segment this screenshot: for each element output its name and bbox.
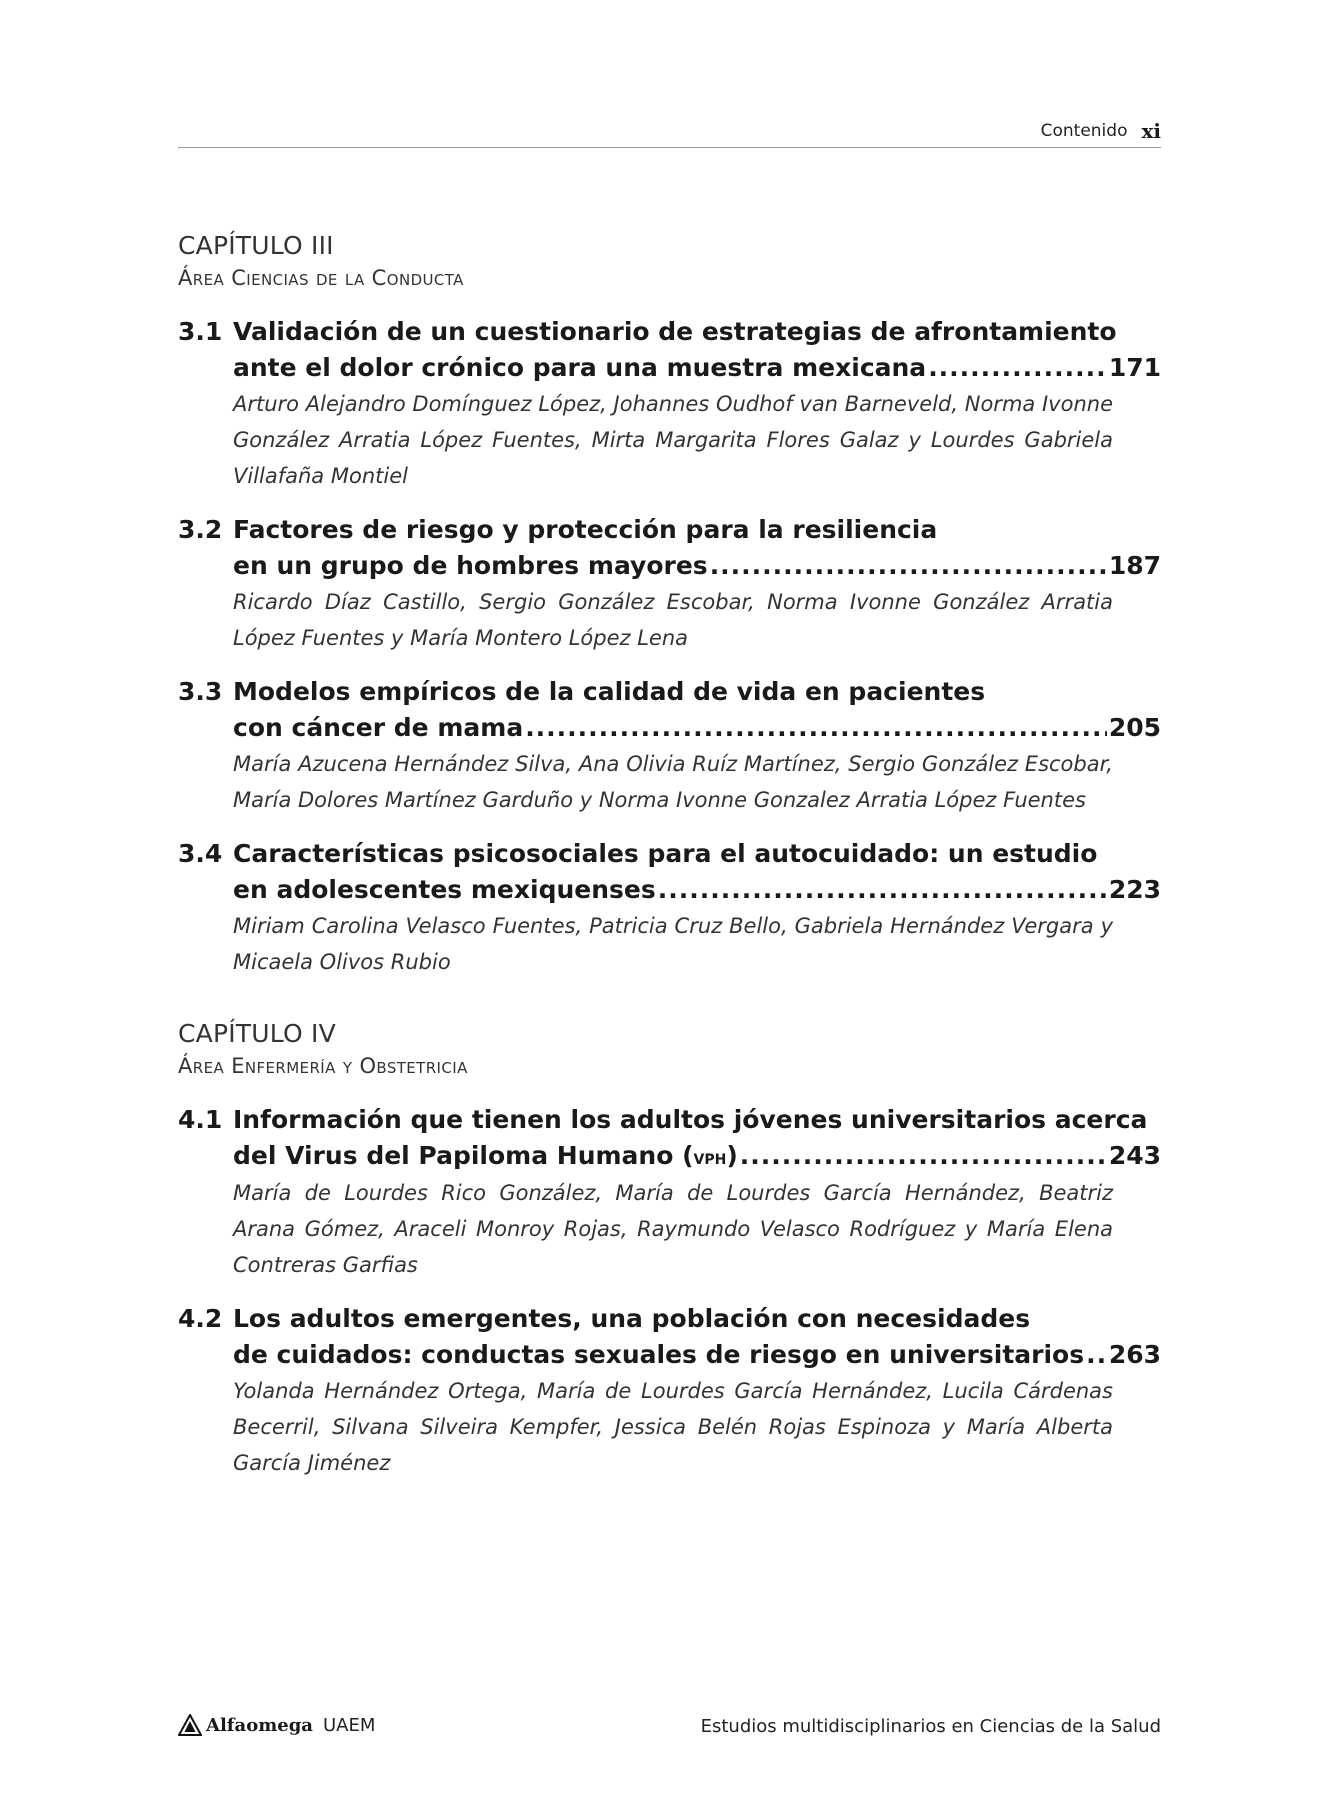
chapter xyxy=(178,1018,1161,1481)
entry-title-text xyxy=(233,872,656,908)
dot-leader xyxy=(525,710,1107,746)
chapter xyxy=(178,230,1161,980)
entry-title-text xyxy=(233,548,708,584)
entry-title-last-line xyxy=(233,350,1161,386)
footer xyxy=(178,1714,1161,1744)
entry-page-number[interactable]: 243 xyxy=(1108,1141,1161,1170)
dot-leader xyxy=(1086,1337,1107,1373)
entry-number: 3.1 xyxy=(178,317,223,346)
dot-leader xyxy=(658,872,1107,908)
entry-title-text xyxy=(233,1138,738,1175)
dot-leader xyxy=(710,548,1107,584)
entry-number: 3.2 xyxy=(178,515,223,544)
entry-title-acronym: vph xyxy=(693,1145,727,1169)
chapter-area: Área Enfermería y Obstetricia xyxy=(178,1054,468,1078)
entry-authors: Arturo Alejandro Domínguez López, Johannes Oudhof van Barneveld, Norma Ivonne González Arratia López Fuentes, Mirta Margarita Flores Galaz y Lourdes Gabriela Villafaña Montiel xyxy=(233,392,1113,488)
entry-authors: María Azucena Hernández Silva, Ana Olivia Ruíz Martínez, Sergio González Escobar, María Dolores Martínez Garduño y Norma Ivonne Gonzalez Arratia López Fuentes xyxy=(233,752,1113,812)
entry-title-main: de cuidados: conductas sexuales de riesgo en universitarios xyxy=(233,1340,1085,1369)
toc-entry[interactable] xyxy=(178,1301,1161,1481)
entry-authors: Ricardo Díaz Castillo, Sergio González Escobar, Norma Ivonne González Arratia López Fuentes y María Montero López Lena xyxy=(233,590,1113,650)
entry-title-line: Información que tienen los adultos jóvenes universitarios acerca xyxy=(233,1105,1148,1134)
publisher-name: Alfaomega xyxy=(206,1714,313,1736)
toc-entry[interactable] xyxy=(178,314,1161,494)
running-head xyxy=(178,121,1161,148)
entry-number: 4.2 xyxy=(178,1304,223,1333)
entry-list xyxy=(178,314,1161,980)
alfaomega-logo-icon xyxy=(178,1714,202,1736)
page-number: xi xyxy=(1141,119,1161,143)
entry-number: 3.3 xyxy=(178,677,223,706)
entry-title-end: ) xyxy=(726,1141,738,1170)
entry-title-main: en adolescentes mexiquenses xyxy=(233,875,656,904)
entry-title-main: en un grupo de hombres mayores xyxy=(233,551,708,580)
entry-title-last-line xyxy=(233,1337,1161,1373)
dot-leader xyxy=(928,350,1107,386)
entry-page-number[interactable]: 187 xyxy=(1108,551,1161,580)
entry-number: 3.4 xyxy=(178,839,223,868)
entry-title-main: ante el dolor crónico para una muestra mexicana xyxy=(233,353,927,382)
entry-title-line: Validación de un cuestionario de estrategias de afrontamiento xyxy=(233,317,1117,346)
entry-page-number[interactable]: 263 xyxy=(1108,1340,1161,1369)
entry-page-number[interactable]: 205 xyxy=(1108,713,1161,742)
entry-list xyxy=(178,1102,1161,1481)
entry-authors: María de Lourdes Rico González, María de Lourdes García Hernández, Beatriz Arana Gómez, Araceli Monroy Rojas, Raymundo Velasco Rodríguez y María Elena Contreras Garfias xyxy=(233,1181,1113,1277)
entry-title-last-line xyxy=(233,1138,1161,1175)
entry-title-line: Factores de riesgo y protección para la resiliencia xyxy=(233,515,938,544)
entry-title-last-line xyxy=(233,548,1161,584)
entry-title-text xyxy=(233,1337,1084,1373)
institution-name: UAEM xyxy=(322,1714,376,1736)
book-title: Estudios multidisciplinarios en Ciencias de la Salud xyxy=(700,1716,1161,1737)
entry-title-last-line xyxy=(233,710,1161,746)
publisher-logo xyxy=(178,1714,375,1736)
entry-page-number[interactable]: 223 xyxy=(1108,875,1161,904)
entry-title-line: Los adultos emergentes, una población con necesidades xyxy=(233,1304,1031,1333)
entry-authors: Yolanda Hernández Ortega, María de Lourdes García Hernández, Lucila Cárdenas Becerril, Silvana Silveira Kempfer, Jessica Belén Rojas Espinoza y María Alberta García Jiménez xyxy=(233,1379,1113,1475)
entry-page-number[interactable]: 171 xyxy=(1108,353,1161,382)
running-head-label: Contenido xyxy=(1040,121,1128,141)
toc-entry[interactable] xyxy=(178,512,1161,656)
toc-entry[interactable] xyxy=(178,674,1161,818)
chapter-area: Área Ciencias de la Conducta xyxy=(178,266,464,290)
dot-leader xyxy=(740,1138,1107,1174)
entry-title-text xyxy=(233,710,523,746)
entry-title-line: Características psicosociales para el autocuidado: un estudio xyxy=(233,839,1098,868)
entry-authors: Miriam Carolina Velasco Fuentes, Patricia Cruz Bello, Gabriela Hernández Vergara y Micaela Olivos Rubio xyxy=(233,914,1113,974)
entry-number: 4.1 xyxy=(178,1105,223,1134)
table-of-contents xyxy=(178,230,1161,1481)
chapter-number: CAPÍTULO IV xyxy=(178,1019,336,1048)
entry-title-line: Modelos empíricos de la calidad de vida en pacientes xyxy=(233,677,986,706)
entry-title-last-line xyxy=(233,872,1161,908)
entry-title-text xyxy=(233,350,926,386)
toc-entry[interactable] xyxy=(178,836,1161,980)
entry-title-main: del Virus del Papiloma Humano ( xyxy=(233,1141,694,1170)
chapter-number: CAPÍTULO III xyxy=(178,231,334,260)
toc-entry[interactable] xyxy=(178,1102,1161,1283)
entry-title-main: con cáncer de mama xyxy=(233,713,524,742)
